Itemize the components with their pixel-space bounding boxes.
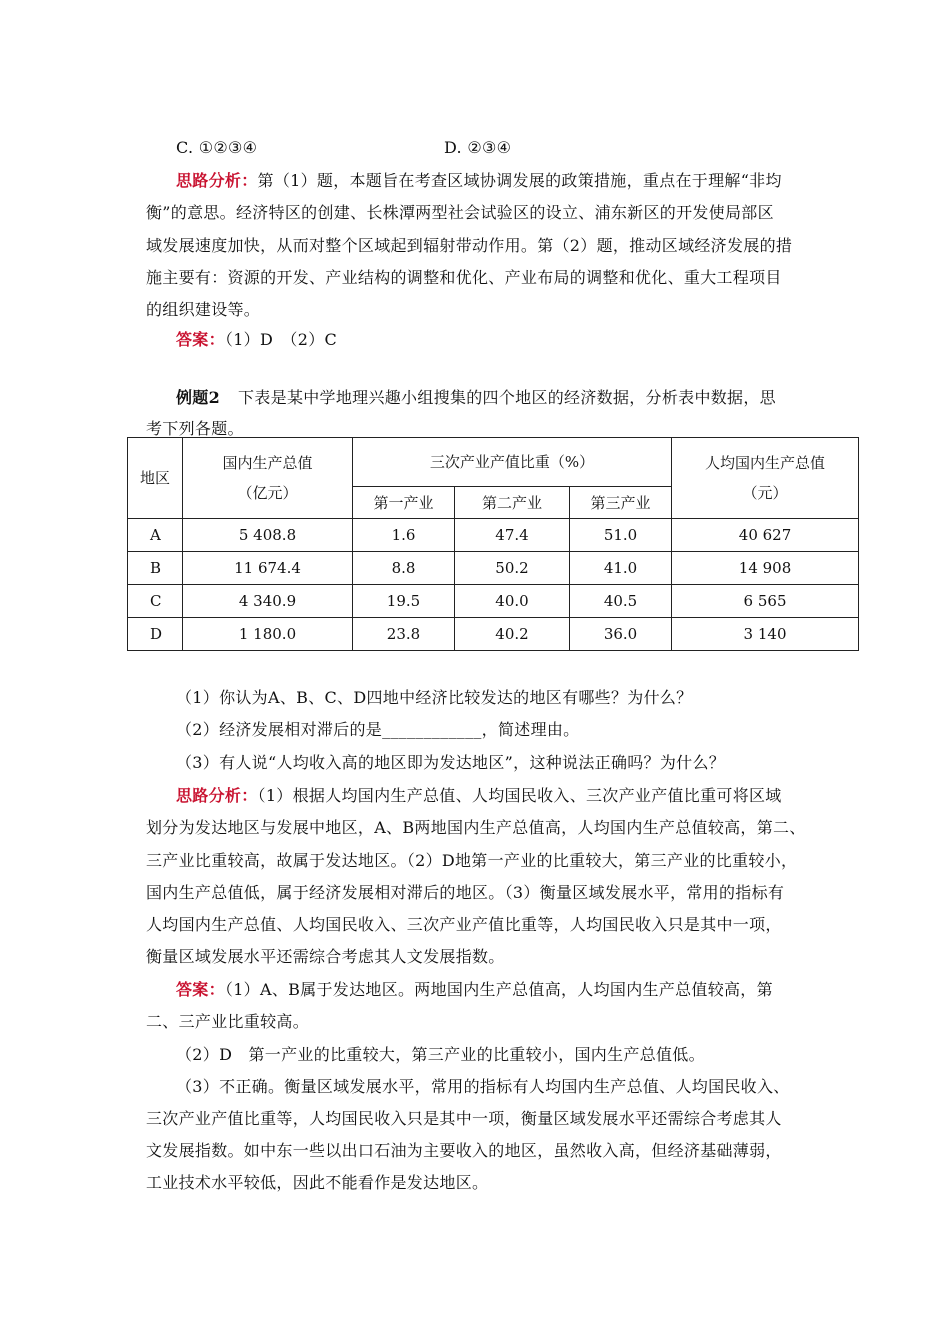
analysis2-line-2: 三产业比重较高，故属于发达地区。（2）D地第一产业的比重较大，第三产业的比重较小， [146,851,798,870]
question-1: （1）你认为A、B、C、D四地中经济比较发达的地区有哪些？为什么？ [176,688,693,707]
choice-d: D. ②③④ [444,138,512,157]
economic-data-table [127,437,859,651]
analysis1-label: 思路分析： [176,171,258,190]
analysis2-line-0: 思路分析：（1）根据人均国内生产总值、人均国民收入、三次产业产值比重可将区域 [176,786,782,805]
analysis1-line-4: 的组织建设等。 [146,300,261,319]
analysis2-line-5: 衡量区域发展水平还需综合考虑其人文发展指数。 [146,947,505,966]
answer2-line-2: （2）D 第一产业的比重较大，第三产业的比重较小，国内生产总值低。 [176,1045,705,1064]
question-3: （3）有人说“人均收入高的地区即为发达地区”，这种说法正确吗？为什么？ [176,753,726,772]
table-row: A 5 408.8 1.6 47.4 51.0 40 627 [128,519,859,552]
answer2-line-4: 三次产业产值比重等，人均国民收入只是其中一项，衡量区域发展水平还需综合考虑其人 [146,1109,782,1128]
choice-c: C. ①②③④ [176,138,258,157]
table-row: D 1 180.0 23.8 40.2 36.0 3 140 [128,618,859,651]
question-2: （2）经济发展相对滞后的是____________，简述理由。 [176,720,580,739]
analysis2-line-1: 划分为发达地区与发展中地区，A、B两地国内生产总值高，人均国内生产总值较高，第二、 [146,818,806,837]
analysis2-line-3: 国内生产总值低，属于经济发展相对滞后的地区。（3）衡量区域发展水平，常用的指标有 [146,883,785,902]
answer1: 答案：（1）D （2）C [176,330,338,349]
example2-label: 例题2 [176,388,221,407]
table-row: C 4 340.9 19.5 40.0 40.5 6 565 [128,585,859,618]
table-row: B 11 674.4 8.8 50.2 41.0 14 908 [128,552,859,585]
header-per-capita-gdp: 人均国内生产总值 （元） [672,438,859,519]
analysis1-line-2: 域发展速度加快，从而对整个区域起到辐射带动作用。第（2）题，推动区域经济发展的措 [146,236,793,255]
example2-line-2: 考下列各题。 [146,419,244,438]
answer2-line-5: 文发展指数。如中东一些以出口石油为主要收入的地区，虽然收入高，但经济基础薄弱， [146,1141,782,1160]
answer2-line-3: （3）不正确。衡量区域发展水平，常用的指标有人均国内生产总值、人均国民收入、 [176,1077,790,1096]
header-tertiary: 第三产业 [570,487,672,519]
answer2-line-1: 二、三产业比重较高。 [146,1012,310,1031]
analysis2-label: 思路分析： [176,786,258,805]
answer2-line-6: 工业技术水平较低，因此不能看作是发达地区。 [146,1173,489,1192]
example2-line-1: 例题2 下表是某中学地理兴趣小组搜集的四个地区的经济数据，分析表中数据，思 [176,388,776,407]
analysis1-line-1: 衡”的意思。经济特区的创建、长株潭两型社会试验区的设立、浦东新区的开发使局部区 [146,203,774,222]
analysis2-line-4: 人均国内生产总值、人均国民收入、三次产业产值比重等，人均国民收入只是其中一项， [146,915,782,934]
header-region: 地区 [128,438,183,519]
answer1-label: 答案： [176,330,225,349]
analysis1-line-3: 施主要有：资源的开发、产业结构的调整和优化、产业布局的调整和优化、重大工程项目 [146,268,782,287]
header-secondary: 第二产业 [455,487,570,519]
answer2-line-0: 答案：（1）A、B属于发达地区。两地国内生产总值高，人均国内生产总值较高，第 [176,980,773,999]
header-gdp: 国内生产总值 （亿元） [183,438,353,519]
answer2-label: 答案： [176,980,225,999]
header-primary: 第一产业 [353,487,455,519]
analysis1-line-0: 思路分析：第（1）题，本题旨在考查区域协调发展的政策措施，重点在于理解“非均 [176,171,782,190]
header-industry-ratio: 三次产业产值比重（%） [353,438,672,487]
